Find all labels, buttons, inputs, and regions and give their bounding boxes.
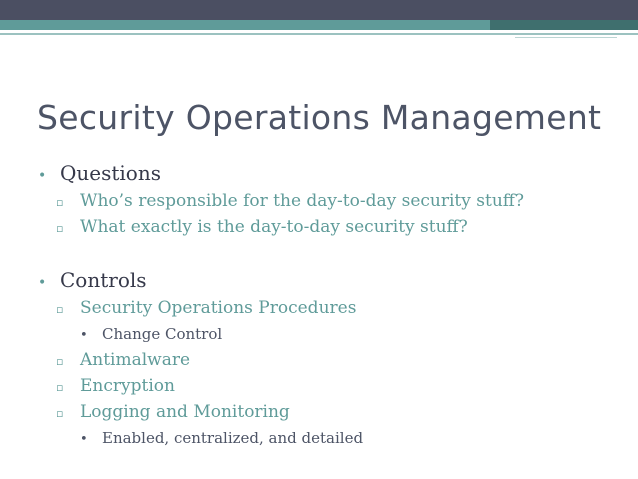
bullet-dot-icon: • bbox=[38, 275, 47, 291]
bullet-square-icon: ▫ bbox=[56, 355, 64, 368]
sub-sub-bullet bbox=[38, 426, 628, 452]
header-band-dark bbox=[0, 0, 638, 20]
sub-bullet-text: What exactly is the day-to-day security stuff? bbox=[80, 217, 468, 237]
bullet-dot-icon: • bbox=[38, 168, 47, 184]
sub-bullet-text: Who’s responsible for the day-to-day security stuff? bbox=[80, 191, 524, 211]
bullet-square-icon: ▫ bbox=[56, 407, 64, 420]
bullet-questions bbox=[38, 160, 628, 189]
sub-bullet-text: Security Operations Procedures bbox=[80, 298, 357, 318]
slide-body bbox=[38, 160, 628, 452]
sub-bullet bbox=[38, 400, 628, 426]
bullet-text: Controls bbox=[60, 268, 147, 292]
sub-bullet-text: Antimalware bbox=[80, 350, 191, 370]
bullet-controls bbox=[38, 267, 628, 296]
header-band-teal-accent bbox=[490, 20, 638, 30]
bullet-text: Questions bbox=[60, 161, 161, 185]
sub-bullet bbox=[38, 348, 628, 374]
bullet-dot-icon: • bbox=[80, 432, 88, 447]
sub-bullet bbox=[38, 189, 628, 215]
sub-bullet-text: Encryption bbox=[80, 376, 175, 396]
sub-sub-bullet bbox=[38, 322, 628, 348]
slide-title: Security Operations Management bbox=[37, 98, 602, 137]
bullet-dot-icon: • bbox=[80, 328, 88, 343]
sub-bullet bbox=[38, 374, 628, 400]
sub-bullet-text: Logging and Monitoring bbox=[80, 402, 290, 422]
sub-sub-bullet-text: Enabled, centralized, and detailed bbox=[102, 429, 364, 447]
sub-bullet bbox=[38, 215, 628, 241]
header-rule bbox=[0, 33, 638, 35]
bullet-square-icon: ▫ bbox=[56, 222, 64, 235]
bullet-square-icon: ▫ bbox=[56, 196, 64, 209]
bullet-square-icon: ▫ bbox=[56, 381, 64, 394]
sub-bullet bbox=[38, 296, 628, 322]
sub-sub-bullet-text: Change Control bbox=[102, 325, 223, 343]
bullet-square-icon: ▫ bbox=[56, 303, 64, 316]
header-rule-accent bbox=[515, 37, 617, 38]
section-gap bbox=[38, 241, 628, 267]
